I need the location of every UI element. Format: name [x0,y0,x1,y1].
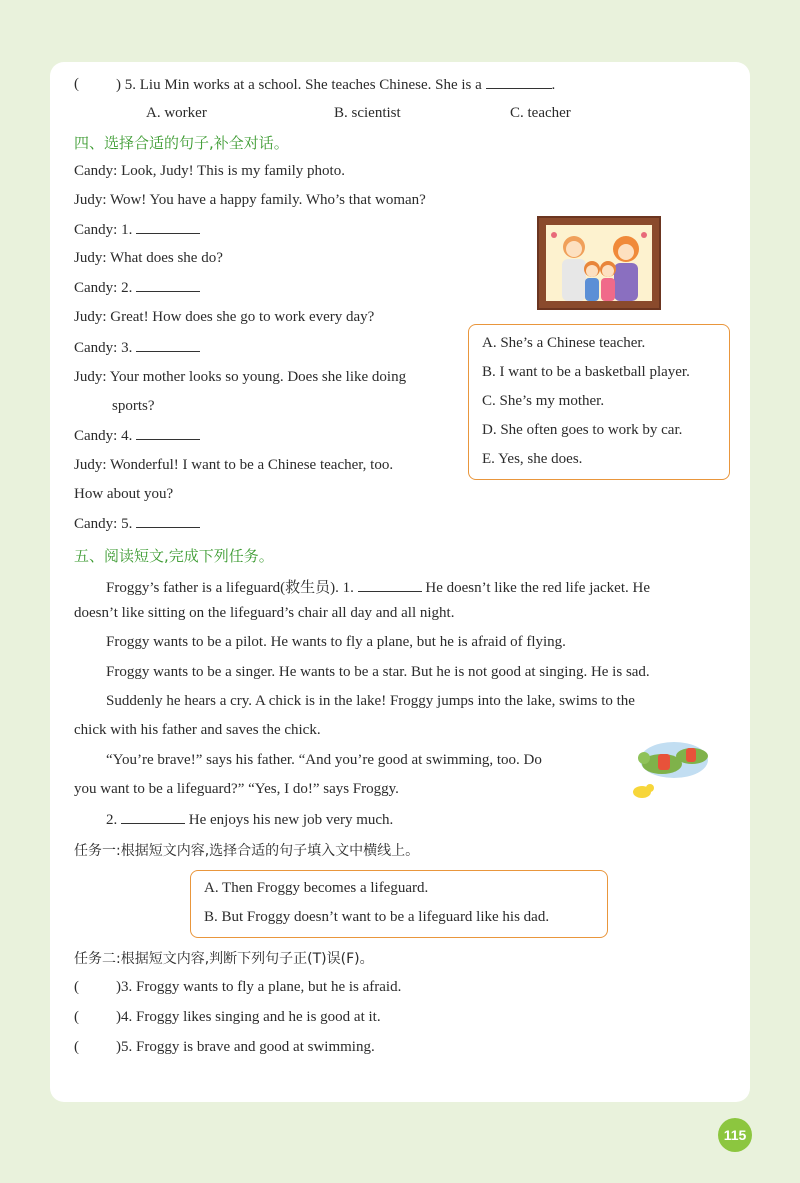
dialog-line-8: Judy: Your mother looks so young. Does she like doing [74,369,407,385]
dialog-line-12: How about you? [74,486,174,502]
father-life-jacket [686,748,696,762]
passage-p5-line2: you want to be a lifeguard?” “Yes, I do!” says Froggy. [74,781,399,797]
family-illustration [546,225,652,301]
dialog-line-9: sports? [112,398,155,414]
dialog-line-3-text: Candy: 1. [74,222,133,238]
dialog-line-4: Judy: What does she do? [74,250,223,266]
mother-body [614,263,638,301]
dialog-line-2: Judy: Wow! You have a happy family. Who’s that woman? [74,192,426,208]
passage-p4-line1: Suddenly he hears a cry. A chick is in the lake! Froggy jumps into the lake, swims to the [106,693,635,709]
page-number: 115 [718,1118,752,1152]
child2-face [602,265,614,277]
tf-open-paren-4: ( [74,1009,79,1025]
q5-option-b[interactable]: B. scientist [334,105,401,121]
chick-head [646,784,654,792]
passage-p3: Froggy wants to be a singer. He wants to be a star. But he is not good at singing. He is sad. [106,664,650,680]
dialog-line-10 [74,427,200,445]
section4-heading: 四、选择合适的句子,补全对话。 [74,134,289,152]
dialog-option-c[interactable]: C. She’s my mother. [482,393,605,409]
child2-body [601,278,615,301]
family-photo-canvas [546,225,652,301]
frog-head [638,752,650,764]
passage-blank-1[interactable] [358,579,422,592]
dialog-option-e[interactable]: E. Yes, she does. [482,451,583,467]
dialog-line-10-text: Candy: 4. [74,428,133,444]
dialog-line-13 [74,515,200,533]
dialog-option-d[interactable]: D. She often goes to work by car. [482,422,683,438]
section5-heading: 五、阅读短文,完成下列任务。 [74,547,274,565]
passage-p1-start: Froggy’s father is a lifeguard(救生员). 1. [106,580,354,596]
dialog-blank-2[interactable] [136,279,200,292]
dialog-line-5-text: Candy: 2. [74,280,133,296]
dialog-line-11: Judy: Wonderful! I want to be a Chinese teacher, too. [74,457,394,473]
dialog-options-box [468,324,730,480]
child1-face [586,265,598,277]
passage-p6-end: He enjoys his new job very much. [188,812,394,828]
dialog-option-b[interactable]: B. I want to be a basketball player. [482,364,690,380]
tf-open-paren-3: ( [74,979,79,995]
dialog-blank-1[interactable] [136,221,200,234]
father-body [562,259,586,301]
passage-p1-line2: doesn’t like sitting on the lifeguard’s chair all day and all night. [74,605,455,621]
tf-item-3: )3. Froggy wants to fly a plane, but he is afraid. [116,979,402,995]
passage-p6-start: 2. [106,812,118,828]
dialog-blank-4[interactable] [136,427,200,440]
heart-icon [641,232,647,238]
tf-item-4: )4. Froggy likes singing and he is good at it. [116,1009,381,1025]
q5-text: ) 5. Liu Min works at a school. She teaches Chinese. She is a [116,77,482,93]
task1-options-box [190,870,608,938]
father-face [566,241,582,257]
dialog-line-5 [74,279,200,297]
passage-p6 [106,811,393,829]
task1-option-a[interactable]: A. Then Froggy becomes a lifeguard. [204,880,429,896]
child1-body [585,278,599,301]
task1-instruction: 任务一:根据短文内容,选择合适的句子填入文中横线上。 [74,843,420,859]
dialog-line-6: Judy: Great! How does she go to work every day? [74,309,375,325]
task1-option-b[interactable]: B. But Froggy doesn’t want to be a lifeguard like his dad. [204,909,550,925]
q5-period: . [551,77,556,93]
mother-face [618,244,634,260]
life-jacket [658,754,670,770]
q5-option-c[interactable]: C. teacher [510,105,571,121]
dialog-line-13-text: Candy: 5. [74,516,133,532]
tf-open-paren-5: ( [74,1039,79,1055]
task2-instruction: 任务二:根据短文内容,判断下列句子正(T)误(F)。 [74,951,374,967]
passage-p2: Froggy wants to be a pilot. He wants to fly a plane, but he is afraid of flying. [106,634,566,650]
dialog-line-7 [74,339,200,357]
dialog-blank-5[interactable] [136,515,200,528]
dialog-line-3 [74,221,200,239]
dialog-option-a[interactable]: A. She’s a Chinese teacher. [482,335,646,351]
passage-p1-end: He doesn’t like the red life jacket. He [425,580,650,596]
passage-blank-2[interactable] [121,811,185,824]
passage-p1-line1 [106,576,650,597]
q5-option-a[interactable]: A. worker [146,105,207,121]
passage-p5-line1: “You’re brave!” says his father. “And you’re good at swimming, too. Do [106,752,542,768]
tf-item-5: )5. Froggy is brave and good at swimming. [116,1039,375,1055]
q5-paren: ( [74,76,79,92]
q5-blank[interactable] [486,76,552,89]
dialog-blank-3[interactable] [136,339,200,352]
family-photo-image [537,216,661,310]
dialog-line-7-text: Candy: 3. [74,340,133,356]
froggy-illustration [622,726,714,808]
passage-p4-line2: chick with his father and saves the chick. [74,722,321,738]
dialog-line-1: Candy: Look, Judy! This is my family photo. [74,163,345,179]
q5-question [116,76,555,94]
heart-icon [551,232,557,238]
